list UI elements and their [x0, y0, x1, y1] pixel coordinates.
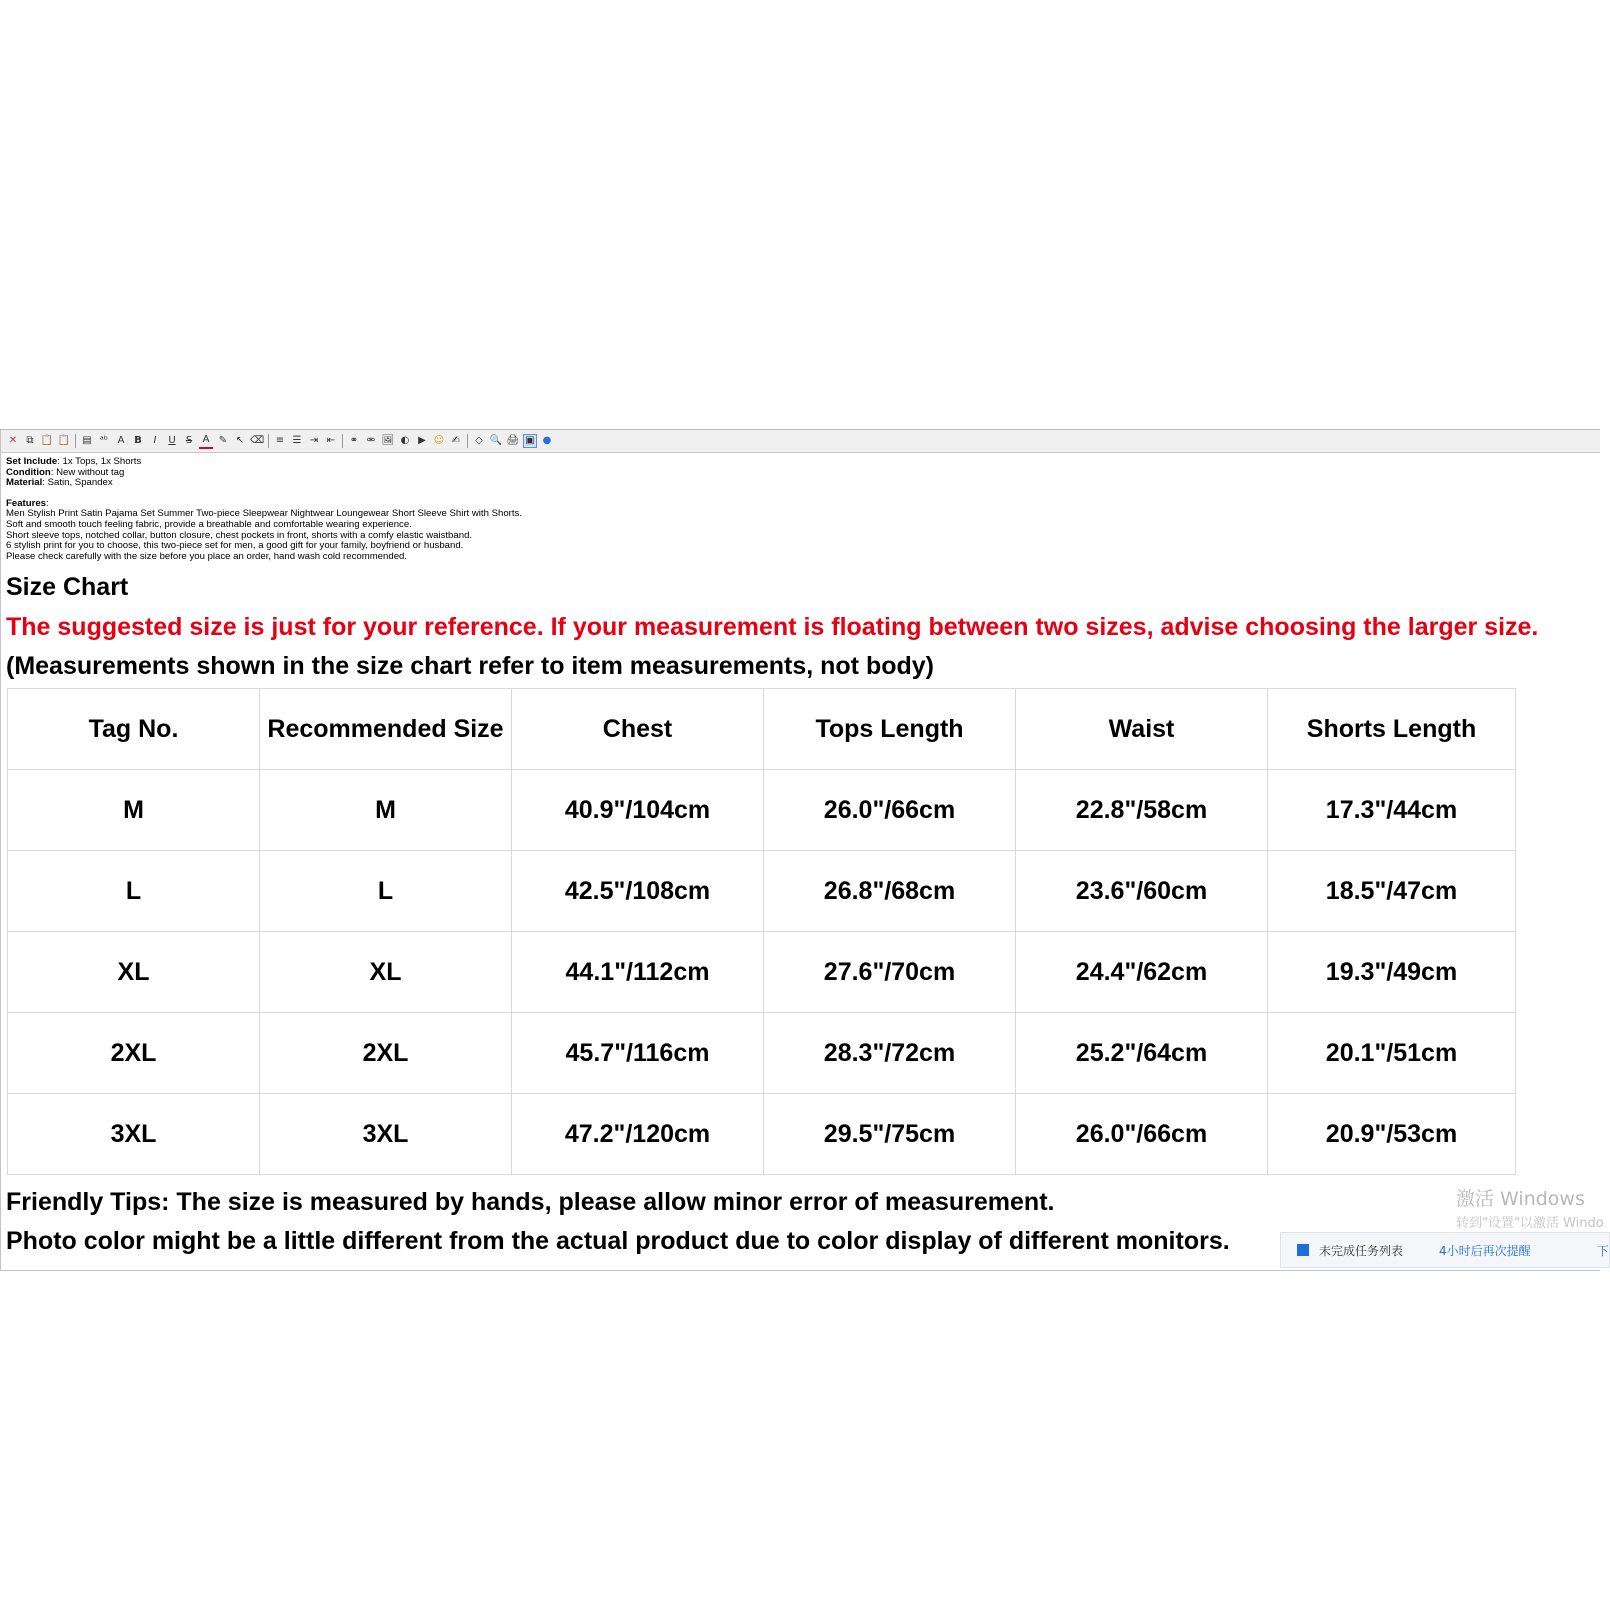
header-cell: Recommended Size [260, 689, 512, 770]
spellcheck-icon[interactable]: ᵃᵇ [99, 435, 109, 446]
unlink-icon[interactable]: ⚮ [366, 435, 376, 446]
source-icon[interactable]: ◇ [475, 435, 483, 446]
paste-icon[interactable]: 📋 [40, 435, 54, 446]
toolbar-separator [467, 434, 468, 448]
table-cell: 23.6"/60cm [1016, 851, 1268, 932]
emoticon-icon[interactable]: ☺ [433, 435, 445, 446]
feature-line: Short sleeve tops, notched collar, button closure, chest pockets in front, shorts with a comfy elastic waistband. [6, 529, 473, 541]
features-colon: : [46, 497, 49, 509]
size-chart-title: Size Chart [6, 573, 129, 602]
toolbar-separator [342, 434, 343, 448]
header-cell: Tops Length [764, 689, 1016, 770]
table-header-row [8, 689, 1516, 770]
header-cell: Chest [512, 689, 764, 770]
table-cell: L [8, 851, 260, 932]
notify-next-link[interactable]: 下 [1596, 1243, 1609, 1258]
set-include-value: : 1x Tops, 1x Shorts [57, 456, 142, 467]
editor-toolbar [1, 430, 1600, 453]
task-notification[interactable] [1280, 1232, 1610, 1268]
notify-remind-link[interactable]: 4小时后再次提醒 [1439, 1243, 1531, 1258]
size-table [7, 688, 1516, 1175]
strikethrough-icon[interactable]: S [185, 435, 193, 446]
format-icon[interactable]: A [117, 435, 125, 446]
bold-icon[interactable]: B [134, 435, 142, 446]
size-warning: The suggested size is just for your reference. If your measurement is floating between two sizes, advise choosing the larger size. [6, 613, 1539, 642]
table-cell: 42.5"/108cm [512, 851, 764, 932]
task-icon [1297, 1244, 1309, 1256]
table-cell: M [8, 770, 260, 851]
print-icon[interactable]: 🖨 [506, 435, 520, 446]
outdent-icon[interactable]: ⇤ [326, 435, 336, 446]
paste-text-icon[interactable]: 📋 [57, 435, 71, 446]
toolbar-separator [75, 434, 76, 448]
edit-icon[interactable]: ✍ [451, 435, 461, 446]
font-color-icon[interactable]: A [199, 433, 213, 449]
feature-line: 6 stylish print for you to choose, this two-piece set for men, a good gift for your family, boyfriend or husband. [6, 540, 464, 552]
table-cell: M [260, 770, 512, 851]
table-cell: 18.5"/47cm [1268, 851, 1516, 932]
header-cell: Waist [1016, 689, 1268, 770]
table-cell: 20.9"/53cm [1268, 1094, 1516, 1175]
table-row [8, 851, 1516, 932]
friendly-tip: Friendly Tips: The size is measured by hands, please allow minor error of measurement. [6, 1188, 1055, 1217]
toolbar-separator [268, 434, 269, 448]
table-cell: 3XL [8, 1094, 260, 1175]
table-cell: XL [260, 932, 512, 1013]
list-icon[interactable]: ☰ [292, 435, 302, 446]
table-cell: 20.1"/51cm [1268, 1013, 1516, 1094]
material-label: Material [6, 477, 43, 489]
table-cell: L [260, 851, 512, 932]
preview-icon[interactable]: 🔍 [489, 435, 503, 446]
header-cell: Shorts Length [1268, 689, 1516, 770]
table-cell: 45.7"/116cm [512, 1013, 764, 1094]
color-tip: Photo color might be a little different from the actual product due to color display of different monitors. [6, 1227, 1230, 1256]
header-cell: Tag No. [8, 689, 260, 770]
underline-icon[interactable]: U [168, 435, 176, 446]
measurement-note: (Measurements shown in the size chart refer to item measurements, not body) [6, 652, 934, 681]
product-specs [6, 457, 1595, 562]
flash-icon[interactable]: ◐ [400, 435, 410, 446]
table-cell: 2XL [8, 1013, 260, 1094]
bg-color-icon[interactable]: ✎ [218, 435, 228, 446]
table-cell: XL [8, 932, 260, 1013]
material-value: : Satin, Spandex [42, 477, 113, 489]
fullscreen-icon[interactable]: ▣ [523, 434, 537, 448]
rich-text-editor [0, 429, 1600, 1271]
image-icon[interactable]: 🖼 [381, 435, 395, 446]
activation-watermark-title: 激活 Windows [1456, 1188, 1585, 1210]
table-cell: 47.2"/120cm [512, 1094, 764, 1175]
table-cell: 29.5"/75cm [764, 1094, 1016, 1175]
features-label: Features [6, 497, 46, 509]
about-icon[interactable]: ● [542, 435, 552, 446]
table-cell: 28.3"/72cm [764, 1013, 1016, 1094]
cut-icon[interactable]: ✕ [8, 435, 18, 446]
set-include-label: Set Include [6, 456, 58, 467]
notify-task-link[interactable]: 未完成任务列表 [1319, 1243, 1404, 1258]
condition-value: : New without tag [50, 466, 125, 478]
table-row [8, 770, 1516, 851]
table-cell: 26.8"/68cm [764, 851, 1016, 932]
media-icon[interactable]: ▶ [418, 435, 426, 446]
table-cell: 26.0"/66cm [764, 770, 1016, 851]
table-cell: 27.6"/70cm [764, 932, 1016, 1013]
table-cell: 17.3"/44cm [1268, 770, 1516, 851]
activation-watermark-sub: 转到"设置"以激活 Windo [1456, 1216, 1604, 1231]
table-cell: 24.4"/62cm [1016, 932, 1268, 1013]
table-row [8, 1013, 1516, 1094]
table-cell: 26.0"/66cm [1016, 1094, 1268, 1175]
table-cell: 3XL [260, 1094, 512, 1175]
table-cell: 2XL [260, 1013, 512, 1094]
eraser-icon[interactable]: ⌫ [249, 435, 265, 446]
paste-word-icon[interactable]: ▤ [82, 435, 92, 446]
feature-line: Men Stylish Print Satin Pajama Set Summer Two-piece Sleepwear Nightwear Loungewear Short Sleeve Shirt with Shorts. [6, 508, 522, 520]
condition-label: Condition [6, 466, 51, 478]
table-cell: 44.1"/112cm [512, 932, 764, 1013]
table-cell: 22.8"/58cm [1016, 770, 1268, 851]
copy-icon[interactable]: ⧉ [26, 435, 34, 446]
table-cell: 19.3"/49cm [1268, 932, 1516, 1013]
align-icon[interactable]: ≡ [275, 435, 285, 446]
italic-icon[interactable]: I [153, 435, 157, 446]
indent-icon[interactable]: ⇥ [309, 435, 319, 446]
link-icon[interactable]: ⚭ [349, 435, 359, 446]
table-cell: 40.9"/104cm [512, 770, 764, 851]
table-cell: 25.2"/64cm [1016, 1013, 1268, 1094]
table-row [8, 1094, 1516, 1175]
editor-content[interactable] [1, 453, 1600, 1261]
feature-line: Soft and smooth touch feeling fabric, provide a breathable and comfortable wearing experience. [6, 518, 412, 530]
select-icon[interactable]: ↖ [235, 435, 245, 446]
feature-line: Please check carefully with the size before you place an order, hand wash cold recommended. [6, 550, 408, 562]
table-row [8, 932, 1516, 1013]
